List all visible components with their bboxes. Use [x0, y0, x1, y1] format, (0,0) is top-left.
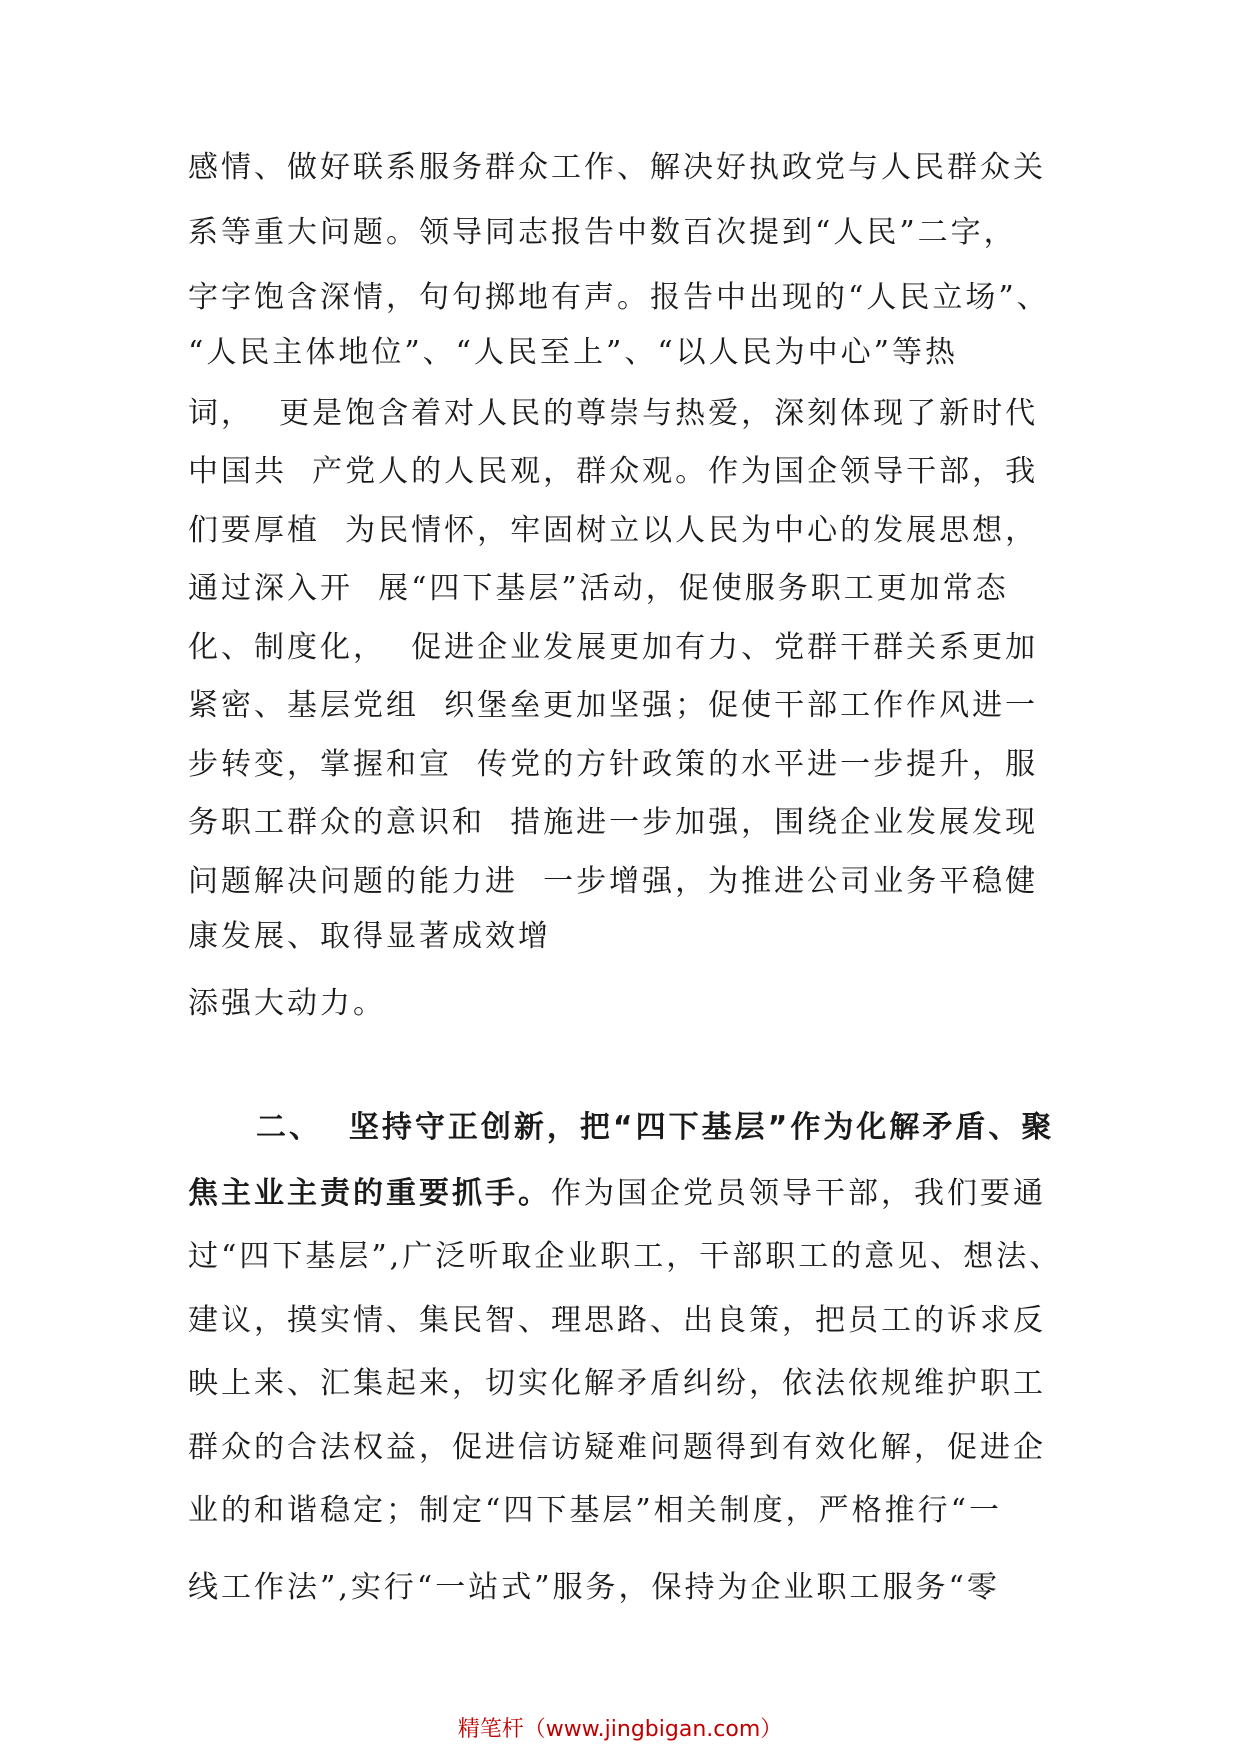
paragraph-line: 紧密、基层党组 织堡垒更加坚强；促使干部工作作风进一 — [188, 688, 1039, 723]
paragraph-line: 字字饱含深情，句句掷地有声。报告中出现的“人民立场”、 — [188, 280, 1050, 315]
section-body-start: 作为国企党员领导干部，我们要通 — [551, 1176, 1046, 1211]
paragraph-line: 务职工群众的意识和 措施进一步加强，围绕企业发展发现 — [188, 805, 1039, 840]
paragraph-line: 映上来、汇集起来，切实化解矛盾纠纷，依法依规维护职工 — [188, 1366, 1046, 1401]
paragraph-line: “人民主体地位”、“人民至上”、“以人民为中心”等热 — [188, 335, 959, 370]
paragraph-line: 群众的合法权益，促进信访疑难问题得到有效化解，促进企 — [188, 1430, 1046, 1465]
paragraph-line: 通过深入开 展“四下基层”活动，促使服务职工更加常态 — [188, 571, 1009, 606]
paragraph-line: 系等重大问题。领导同志报告中数百次提到“人民”二字， — [188, 215, 1017, 250]
section-heading-bold: 焦主业主责的重要抓手。 — [188, 1176, 551, 1211]
section-heading-continuation — [188, 1174, 1046, 1214]
paragraph-line: 线工作法”,实行“一站式”服务，保持为企业职工服务“零 — [188, 1570, 1000, 1605]
section-heading: 二、 坚持守正创新，把“四下基层”作为化解矛盾、聚 — [256, 1110, 1055, 1145]
paragraph-line: 步转变，掌握和宣 传党的方针政策的水平进一步提升，服 — [188, 747, 1039, 782]
paragraph-line: 康发展、取得显著成效增 — [188, 919, 551, 954]
paragraph-line: 们要厚植 为民情怀，牢固树立以人民为中心的发展思想， — [188, 513, 1039, 548]
paragraph-line: 化、制度化， 促进企业发展更加有力、党群干群关系更加 — [188, 630, 1039, 665]
paragraph-line: 添强大动力。 — [188, 986, 386, 1021]
paragraph-line: 感情、做好联系服务群众工作、解决好执政党与人民群众关 — [188, 150, 1046, 185]
paragraph-line: 问题解决问题的能力进 一步增强，为推进公司业务平稳健 — [188, 864, 1039, 899]
footer-watermark-link[interactable]: 精笔杆（www.jingbigan.com） — [457, 1717, 783, 1742]
paragraph-line: 中国共 产党人的人民观，群众观。作为国企领导干部，我 — [188, 454, 1039, 489]
paragraph-line: 业的和谐稳定；制定“四下基层”相关制度，严格推行“一 — [188, 1493, 1003, 1528]
paragraph-line: 过“四下基层”,广泛听取企业职工，干部职工的意见、想法、 — [188, 1239, 1063, 1274]
paragraph-line: 建议，摸实情、集民智、理思路、出良策，把员工的诉求反 — [188, 1303, 1046, 1338]
paragraph-line: 词， 更是饱含着对人民的尊崇与热爱，深刻体现了新时代 — [188, 396, 1039, 431]
